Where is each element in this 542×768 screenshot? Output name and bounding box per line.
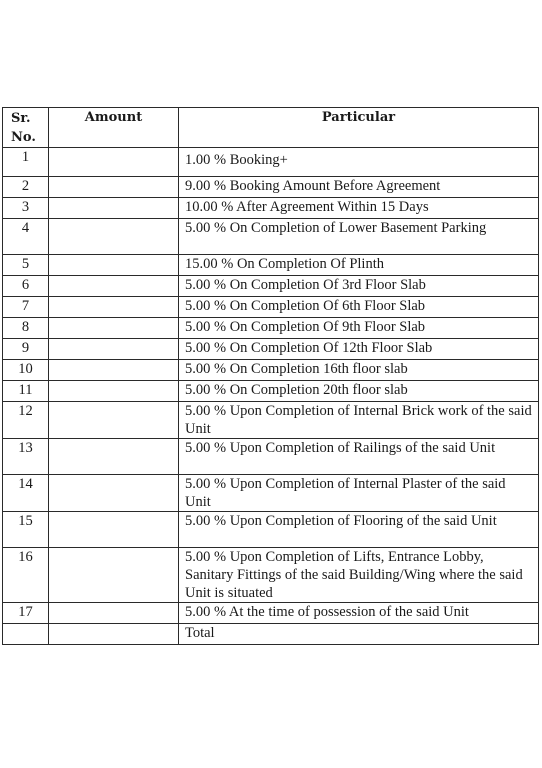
- particular-cell: 5.00 % On Completion Of 3rd Floor Slab: [179, 276, 539, 297]
- amount-cell: [49, 219, 179, 255]
- particular-cell: 5.00 % On Completion of Lower Basement Parking: [179, 219, 539, 255]
- table-row: [3, 402, 539, 439]
- table-row: [3, 198, 539, 219]
- particular-header: Particular: [179, 108, 539, 148]
- sr-no-header: [3, 108, 49, 148]
- amount-cell: [49, 381, 179, 402]
- sr-cell: 12: [3, 402, 49, 439]
- amount-cell: [49, 318, 179, 339]
- table-row: [3, 339, 539, 360]
- sr-cell: 10: [3, 360, 49, 381]
- table-row: [3, 276, 539, 297]
- particular-cell: 15.00 % On Completion Of Plinth: [179, 255, 539, 276]
- sr-header-line1: Sr.: [11, 111, 31, 126]
- table-row: [3, 381, 539, 402]
- amount-cell: [49, 402, 179, 439]
- sr-cell: 6: [3, 276, 49, 297]
- table-row: [3, 512, 539, 548]
- particular-cell: 9.00 % Booking Amount Before Agreement: [179, 177, 539, 198]
- sr-header-line2: No.: [11, 130, 36, 145]
- amount-cell: [49, 512, 179, 548]
- payment-schedule-sheet: [2, 107, 538, 645]
- sr-cell: 5: [3, 255, 49, 276]
- table-row: [3, 360, 539, 381]
- table-row: [3, 177, 539, 198]
- total-row: [3, 624, 539, 645]
- sr-cell: 13: [3, 439, 49, 475]
- sr-cell: 8: [3, 318, 49, 339]
- payment-schedule-table: [2, 107, 539, 645]
- sr-cell: 16: [3, 548, 49, 603]
- amount-cell: [49, 603, 179, 624]
- table-row: [3, 439, 539, 475]
- amount-cell: [49, 475, 179, 512]
- total-amount-cell: [49, 624, 179, 645]
- sr-cell: 9: [3, 339, 49, 360]
- particular-cell: 1.00 % Booking+: [179, 148, 539, 177]
- table-row: [3, 603, 539, 624]
- total-label: Total: [179, 624, 539, 645]
- amount-cell: [49, 439, 179, 475]
- amount-cell: [49, 548, 179, 603]
- particular-cell: 5.00 % On Completion 20th floor slab: [179, 381, 539, 402]
- sr-cell: 14: [3, 475, 49, 512]
- sr-cell: 11: [3, 381, 49, 402]
- sr-cell: 4: [3, 219, 49, 255]
- amount-cell: [49, 360, 179, 381]
- amount-cell: [49, 177, 179, 198]
- sr-cell: 2: [3, 177, 49, 198]
- amount-cell: [49, 339, 179, 360]
- table-row: [3, 318, 539, 339]
- particular-cell: 5.00 % At the time of possession of the said Unit: [179, 603, 539, 624]
- particular-cell: 5.00 % Upon Completion of Lifts, Entrance Lobby, Sanitary Fittings of the said Building/Wing where the said Unit is situated: [179, 548, 539, 603]
- particular-cell: 5.00 % Upon Completion of Internal Plaster of the said Unit: [179, 475, 539, 512]
- amount-cell: [49, 255, 179, 276]
- particular-cell: 10.00 % After Agreement Within 15 Days: [179, 198, 539, 219]
- particular-cell: 5.00 % Upon Completion of Railings of the said Unit: [179, 439, 539, 475]
- sr-cell: 1: [3, 148, 49, 177]
- amount-cell: [49, 276, 179, 297]
- particular-cell: 5.00 % On Completion Of 12th Floor Slab: [179, 339, 539, 360]
- particular-cell: 5.00 % On Completion 16th floor slab: [179, 360, 539, 381]
- table-row: [3, 297, 539, 318]
- sr-cell: 7: [3, 297, 49, 318]
- table-row: [3, 475, 539, 512]
- particular-cell: 5.00 % Upon Completion of Flooring of the said Unit: [179, 512, 539, 548]
- table-row: [3, 255, 539, 276]
- amount-cell: [49, 148, 179, 177]
- particular-cell: 5.00 % On Completion Of 6th Floor Slab: [179, 297, 539, 318]
- particular-cell: 5.00 % On Completion Of 9th Floor Slab: [179, 318, 539, 339]
- sr-cell: 17: [3, 603, 49, 624]
- table-row: [3, 219, 539, 255]
- table-header-row: [3, 108, 539, 148]
- table-row: [3, 148, 539, 177]
- total-sr-cell: [3, 624, 49, 645]
- table-row: [3, 548, 539, 603]
- amount-cell: [49, 198, 179, 219]
- amount-cell: [49, 297, 179, 318]
- sr-cell: 15: [3, 512, 49, 548]
- sr-cell: 3: [3, 198, 49, 219]
- particular-cell: 5.00 % Upon Completion of Internal Brick work of the said Unit: [179, 402, 539, 439]
- amount-header: Amount: [49, 108, 179, 148]
